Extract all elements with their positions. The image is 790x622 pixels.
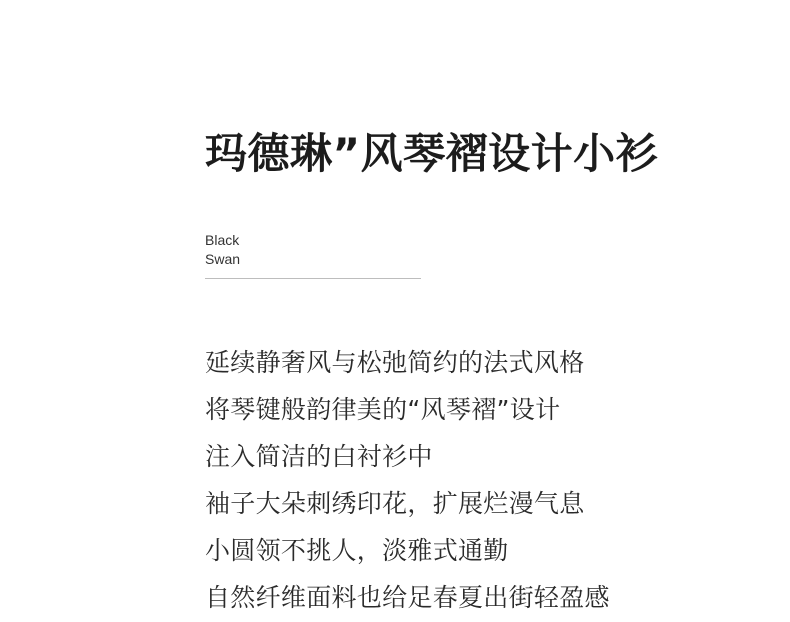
product-description bbox=[205, 339, 610, 621]
description-line: 将琴键般韵律美的“风琴褶”设计 bbox=[205, 395, 561, 424]
description-line: 小圆领不挑人，淡雅式通勤 bbox=[205, 536, 509, 565]
description-line: 注入简洁的白衬衫中 bbox=[205, 442, 433, 471]
brand-name bbox=[205, 231, 240, 269]
brand-name-line-2: Swan bbox=[205, 251, 241, 267]
brand-divider bbox=[205, 278, 421, 279]
brand-name-line-1: Black bbox=[205, 232, 240, 248]
description-line: 延续静奢风与松弛简约的法式风格 bbox=[205, 348, 585, 377]
product-title: 玛德琳”风琴褶设计小衫 bbox=[205, 129, 659, 178]
description-line: 袖子大朵刺绣印花，扩展烂漫气息 bbox=[205, 489, 585, 518]
description-line: 自然纤维面料也给足春夏出街轻盈感 bbox=[205, 583, 610, 612]
